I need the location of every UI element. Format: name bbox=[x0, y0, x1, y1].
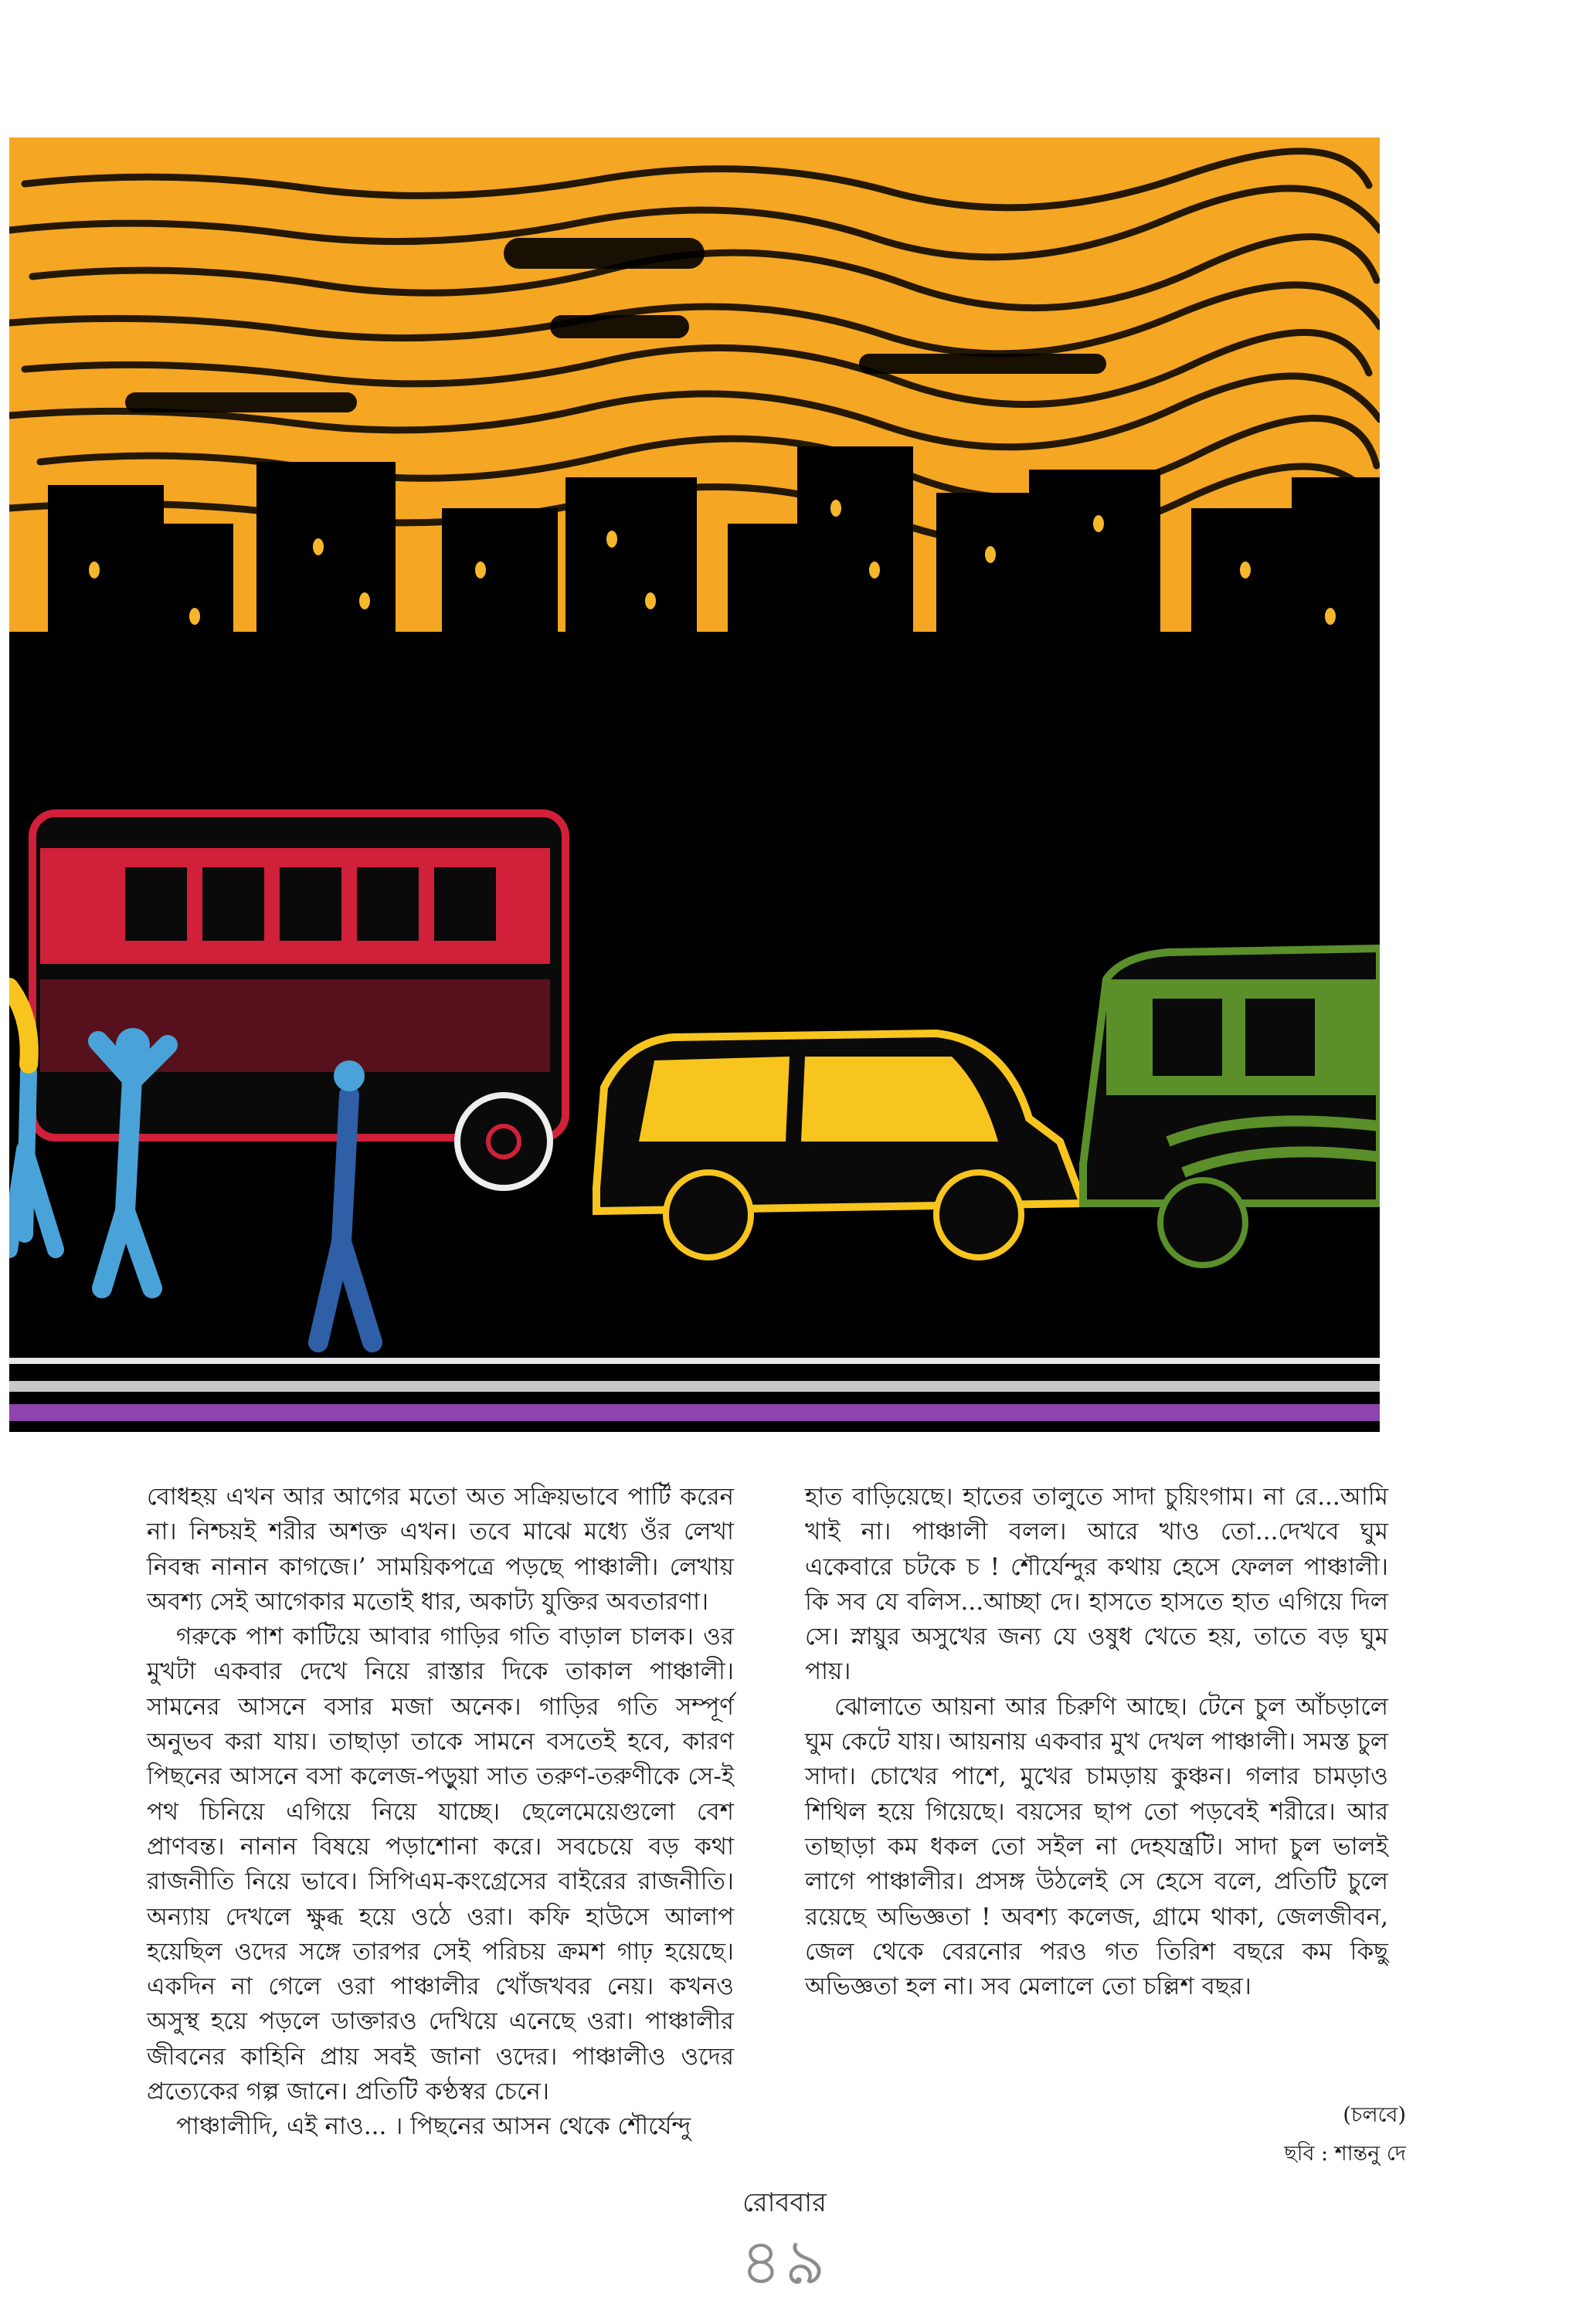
to-be-continued-note: (চলবে) bbox=[1343, 2103, 1406, 2127]
page-number: ৪৯ bbox=[740, 2226, 829, 2299]
city-traffic-artwork bbox=[9, 137, 1380, 1432]
paragraph: ঝোলাতে আয়না আর চিরুণি আছে। টেনে চুল আঁচড়ালে ঘুম কেটে যায়। আয়নায় একবার মুখ দেখল পাঞ্চালী। সমস্ত চুল সাদা। চোখের পাশে, মুখের চামড়ায় কুঞ্চন। গলার চামড়াও শিথিল হয়ে গিয়েছে। বয়সের ছাপ তো পড়বেই শরীরে। আর তাছাড়া কম ধকল তো সইল না দেহযন্ত্রটি। সাদা চুল ভালই লাগে পাঞ্চালীর। প্রসঙ্গ উঠলেই সে হেসে বলে, প্রতিটি চুলে রয়েছে অভিজ্ঞতা ! অবশ্য কলেজ, গ্রামে থাকা, জেলজীবন, জেল থেকে বেরনোর পরও গত তিরিশ বছরে কম কিছু অভিজ্ঞতা হল না। সব মেলালে তো চল্লিশ বছর। bbox=[805, 1692, 1388, 2001]
paragraph: গরুকে পাশ কাটিয়ে আবার গাড়ির গতি বাড়াল চালক। ওর মুখটা একবার দেখে নিয়ে রাস্তার দিকে তাকাল পাঞ্চালী। সামনের আসনে বসার মজা অনেক। গাড়ির গতি সম্পূর্ণ অনুভব করা যায়। তাছাড়া তাকে সামনে বসতেই হবে, কারণ পিছনের আসনে বসা কলেজ-পড়ুয়া সাত তরুণ-তরুণীকে সে-ই পথ চিনিয়ে এগিয়ে নিয়ে যাচ্ছে। ছেলেমেয়েগুলো বেশ প্রাণবন্ত। নানান বিষয়ে পড়াশোনা করে। সবচেয়ে বড় কথা রাজনীতি নিয়ে ভাবে। সিপিএম-কংগ্রেসের বাইরের রাজনীতি। অন্যায় দেখলে ক্ষুব্ধ হয়ে ওঠে ওরা। কফি হাউসে আলাপ হয়েছিল ওদের সঙ্গে তারপর সেই পরিচয় ক্রমশ গাঢ় হয়েছে। একদিন না গেলে ওরা পাঞ্চালীর খোঁজখবর নেয়। কখনও অসুস্থ হয়ে পড়লে ডাক্তারও দেখিয়ে এনেছে ওরা। পাঞ্চালীর জীবনের কাহিনি প্রায় সবই জানা ওদের। পাঞ্চালীও ওদের প্রত্যেকের গল্প জানে। প্রতিটি কণ্ঠস্বর চেনে। bbox=[147, 1623, 734, 2106]
article-column-right bbox=[805, 1480, 1388, 2004]
cover-illustration bbox=[9, 137, 1380, 1432]
paragraph: বোধহয় এখন আর আগের মতো অত সক্রিয়ভাবে পার্টি করেন না। নিশ্চয়ই শরীর অশক্ত এখন। তবে মাঝে মধ্যে ওঁর লেখা নিবন্ধ নানান কাগজে।’ সাময়িকপত্রে পড়ছে পাঞ্চালী। লেখায় অবশ্য সেই আগেকার মতোই ধার, অকাট্য যুক্তির অবতারণা। bbox=[147, 1483, 734, 1616]
red-bus bbox=[32, 813, 565, 1188]
paragraph: হাত বাড়িয়েছে। হাতের তালুতে সাদা চুয়িংগাম। না রে...আমি খাই না। পাঞ্চালী বলল। আরে খাও তো...দেখবে ঘুম একেবারে চটকে চ ! শৌর্যেন্দুর কথায় হেসে ফেলল পাঞ্চালী। কি সব যে বলিস...আচ্ছা দে। হাসতে হাসতে হাত এগিয়ে দিল সে। স্নায়ুর অসুখের জন্য যে ওষুধ খেতে হয়, তাতে বড় ঘুম পায়। bbox=[805, 1483, 1388, 1686]
magazine-name: রোববার bbox=[742, 2187, 827, 2218]
article-column-left bbox=[147, 1480, 734, 2145]
paragraph: পাঞ্চালীদি, এই নাও... । পিছনের আসন থেকে শৌর্যেন্দু bbox=[176, 2112, 691, 2141]
illustration-credit: ছবি : শান্তনু দে bbox=[1284, 2142, 1406, 2166]
